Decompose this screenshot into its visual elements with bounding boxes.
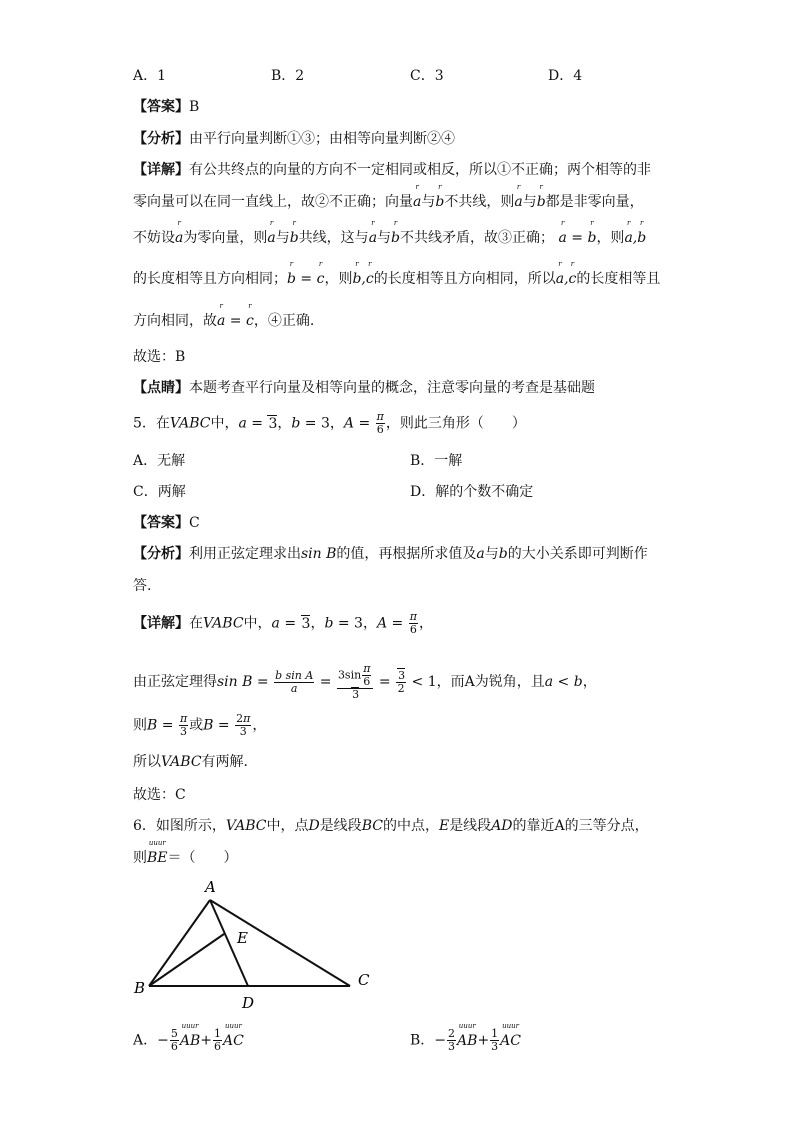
label-d: D: [242, 994, 255, 1012]
q5-detail-line-4: 所以VABC有两解．: [133, 754, 258, 770]
q5-choose: 故选：C: [133, 787, 186, 803]
q4-comment: 【点睛】本题考查平行向量及相等向量的概念，注意零向量的考查是基础题: [133, 380, 595, 396]
q5-stem: 5．在VABC中，a = 3，b = 3，A = $\frac{\pi}{6}$ ，则此三角形（ ）: [133, 410, 526, 436]
q5-detail-line-1: 【详解】在VABC中，a = 3，b = 3，A = $\frac{\pi}{6}$ ，: [133, 610, 433, 636]
q4-analysis: 【分析】由平行向量判断①③；由相等向量判断②④: [133, 131, 455, 147]
q4-detail-line-5: 方向相同，故a r = c r ，④正确.: [133, 302, 315, 329]
q4-option-d: D．4: [548, 68, 583, 84]
q6-option-a: A．− $\frac{5}{6}$ AB uuur + $\frac{1}{6}$ AC uuur: [133, 1021, 244, 1053]
q5-option-d: D．解的个数不确定: [410, 484, 534, 500]
q5-analysis-line-1: 【分析】利用正弦定理求出sin B的值，再根据所求值及a与b的大小关系即可判断作: [133, 546, 648, 562]
q5-analysis-line-2: 答.: [133, 578, 152, 594]
q4-detail-line-1: 【详解】有公共终点的向量的方向不一定相同或相反，所以①不正确；两个相等的非: [133, 162, 651, 178]
label-e: E: [237, 929, 248, 947]
q5-option-b: B．一解: [410, 453, 463, 469]
q4-detail-line-2: 零向量可以在同一直线上，故②不正确；向量a r 与b r 不共线，则a r 与b r 都是非零向量，: [133, 183, 644, 210]
q5-detail-line-3: 则B = $\frac{\pi}{3}$ 或B = $\frac{2\pi}{3}$ ，: [133, 712, 267, 738]
q5-option-a: A．无解: [133, 453, 186, 469]
q4-answer: 【答案】B: [133, 99, 200, 115]
q4-detail-line-3: 不妨设a r 为零向量，则a r 与b r 共线，这与a r 与b r 不共线矛盾，故③正确； a r = b r ，则a r ,b r: [133, 219, 647, 246]
triangle-figure: [130, 872, 380, 1012]
q4-option-c: C．3: [410, 68, 444, 84]
q5-detail-line-2: 由正弦定理得sin B = $\frac{\text{b sin A}}{a}$ = 3sin $\frac{\pi}{6}$ 3 = $\frac{3}{2}$ < 1，而A为锐角，且a < b，: [133, 662, 597, 701]
q6-stem-line-1: 6．如图所示，VABC中，点D是线段BC的中点，E是线段AD的靠近A的三等分点，: [133, 818, 649, 834]
label-a: A: [205, 878, 216, 896]
q4-choose: 故选：B: [133, 349, 186, 365]
segment-be: [149, 934, 224, 986]
q4-option-b: B．2: [271, 68, 305, 84]
q6-option-b: B．− $\frac{2}{3}$ AB uuur + $\frac{1}{3}$ AC uuur: [410, 1021, 521, 1053]
label-b: B: [134, 979, 146, 997]
q5-option-c: C．两解: [133, 484, 186, 500]
segment-ab: [149, 900, 210, 986]
q4-option-a: A．1: [133, 68, 167, 84]
q4-detail-line-4: 的长度相等且方向相同；b r = c r ，则b r ,c r 的长度相等且方向相同，所以a r ,c r 的长度相等且: [133, 260, 661, 287]
q5-answer: 【答案】C: [133, 515, 200, 531]
segment-ac: [210, 900, 350, 986]
q6-stem-line-2: 则BE uuur ＝（ ）: [133, 839, 238, 866]
label-c: C: [358, 971, 370, 989]
